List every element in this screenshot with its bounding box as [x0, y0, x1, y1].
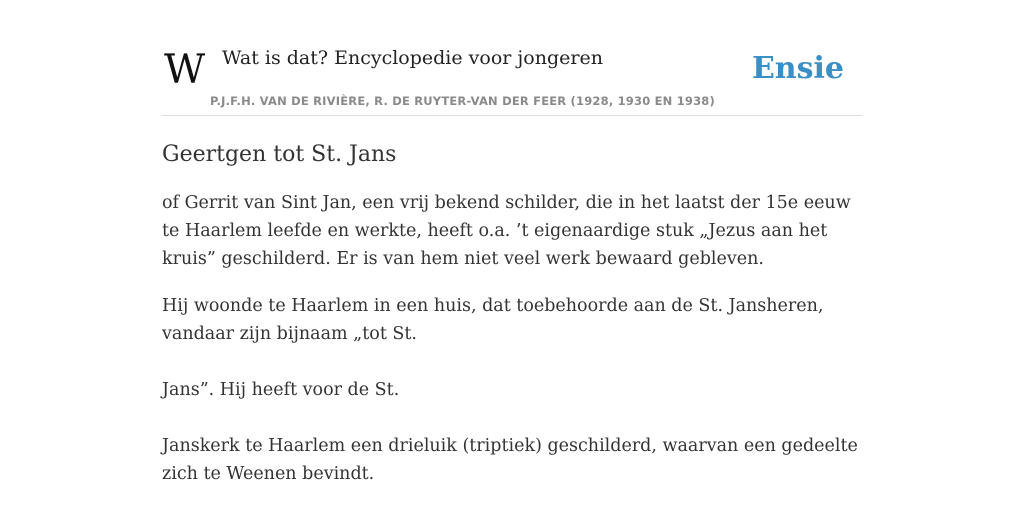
article-paragraph: Hij woonde te Haarlem in een huis, dat toebehoorde aan de St. Jansheren, vandaar zijn bijnaam „tot St. — [162, 296, 824, 344]
ensie-brand-logo[interactable]: Ensie — [751, 51, 844, 86]
source-authors: P.J.F.H. VAN DE RIVIÈRE, R. DE RUYTER-VAN DER FEER (1928, 1930 EN 1938) — [210, 94, 715, 108]
wikipedia-logo-icon[interactable]: W — [164, 47, 204, 93]
article-title: Geertgen tot St. Jans — [162, 142, 397, 167]
article-paragraph: Jans”. Hij heeft voor de St. — [162, 380, 400, 400]
article-paragraph: Janskerk te Haarlem een drieluik (triptiek) geschilderd, waarvan een gedeelte zich te Weenen bevindt. — [162, 436, 858, 484]
site-title[interactable]: Wat is dat? Encyclopedie voor jongeren — [222, 47, 603, 69]
article-paragraph: of Gerrit van Sint Jan, een vrij bekend schilder, die in het laatst der 15e eeuw te Haarlem leefde en werkte, heeft o.a. ’t eigenaardige stuk „Jezus aan het kruis” geschilderd. Er is van hem niet veel werk bewaard gebleven. — [162, 193, 851, 269]
site-header — [162, 36, 862, 116]
article-content — [162, 140, 862, 507]
